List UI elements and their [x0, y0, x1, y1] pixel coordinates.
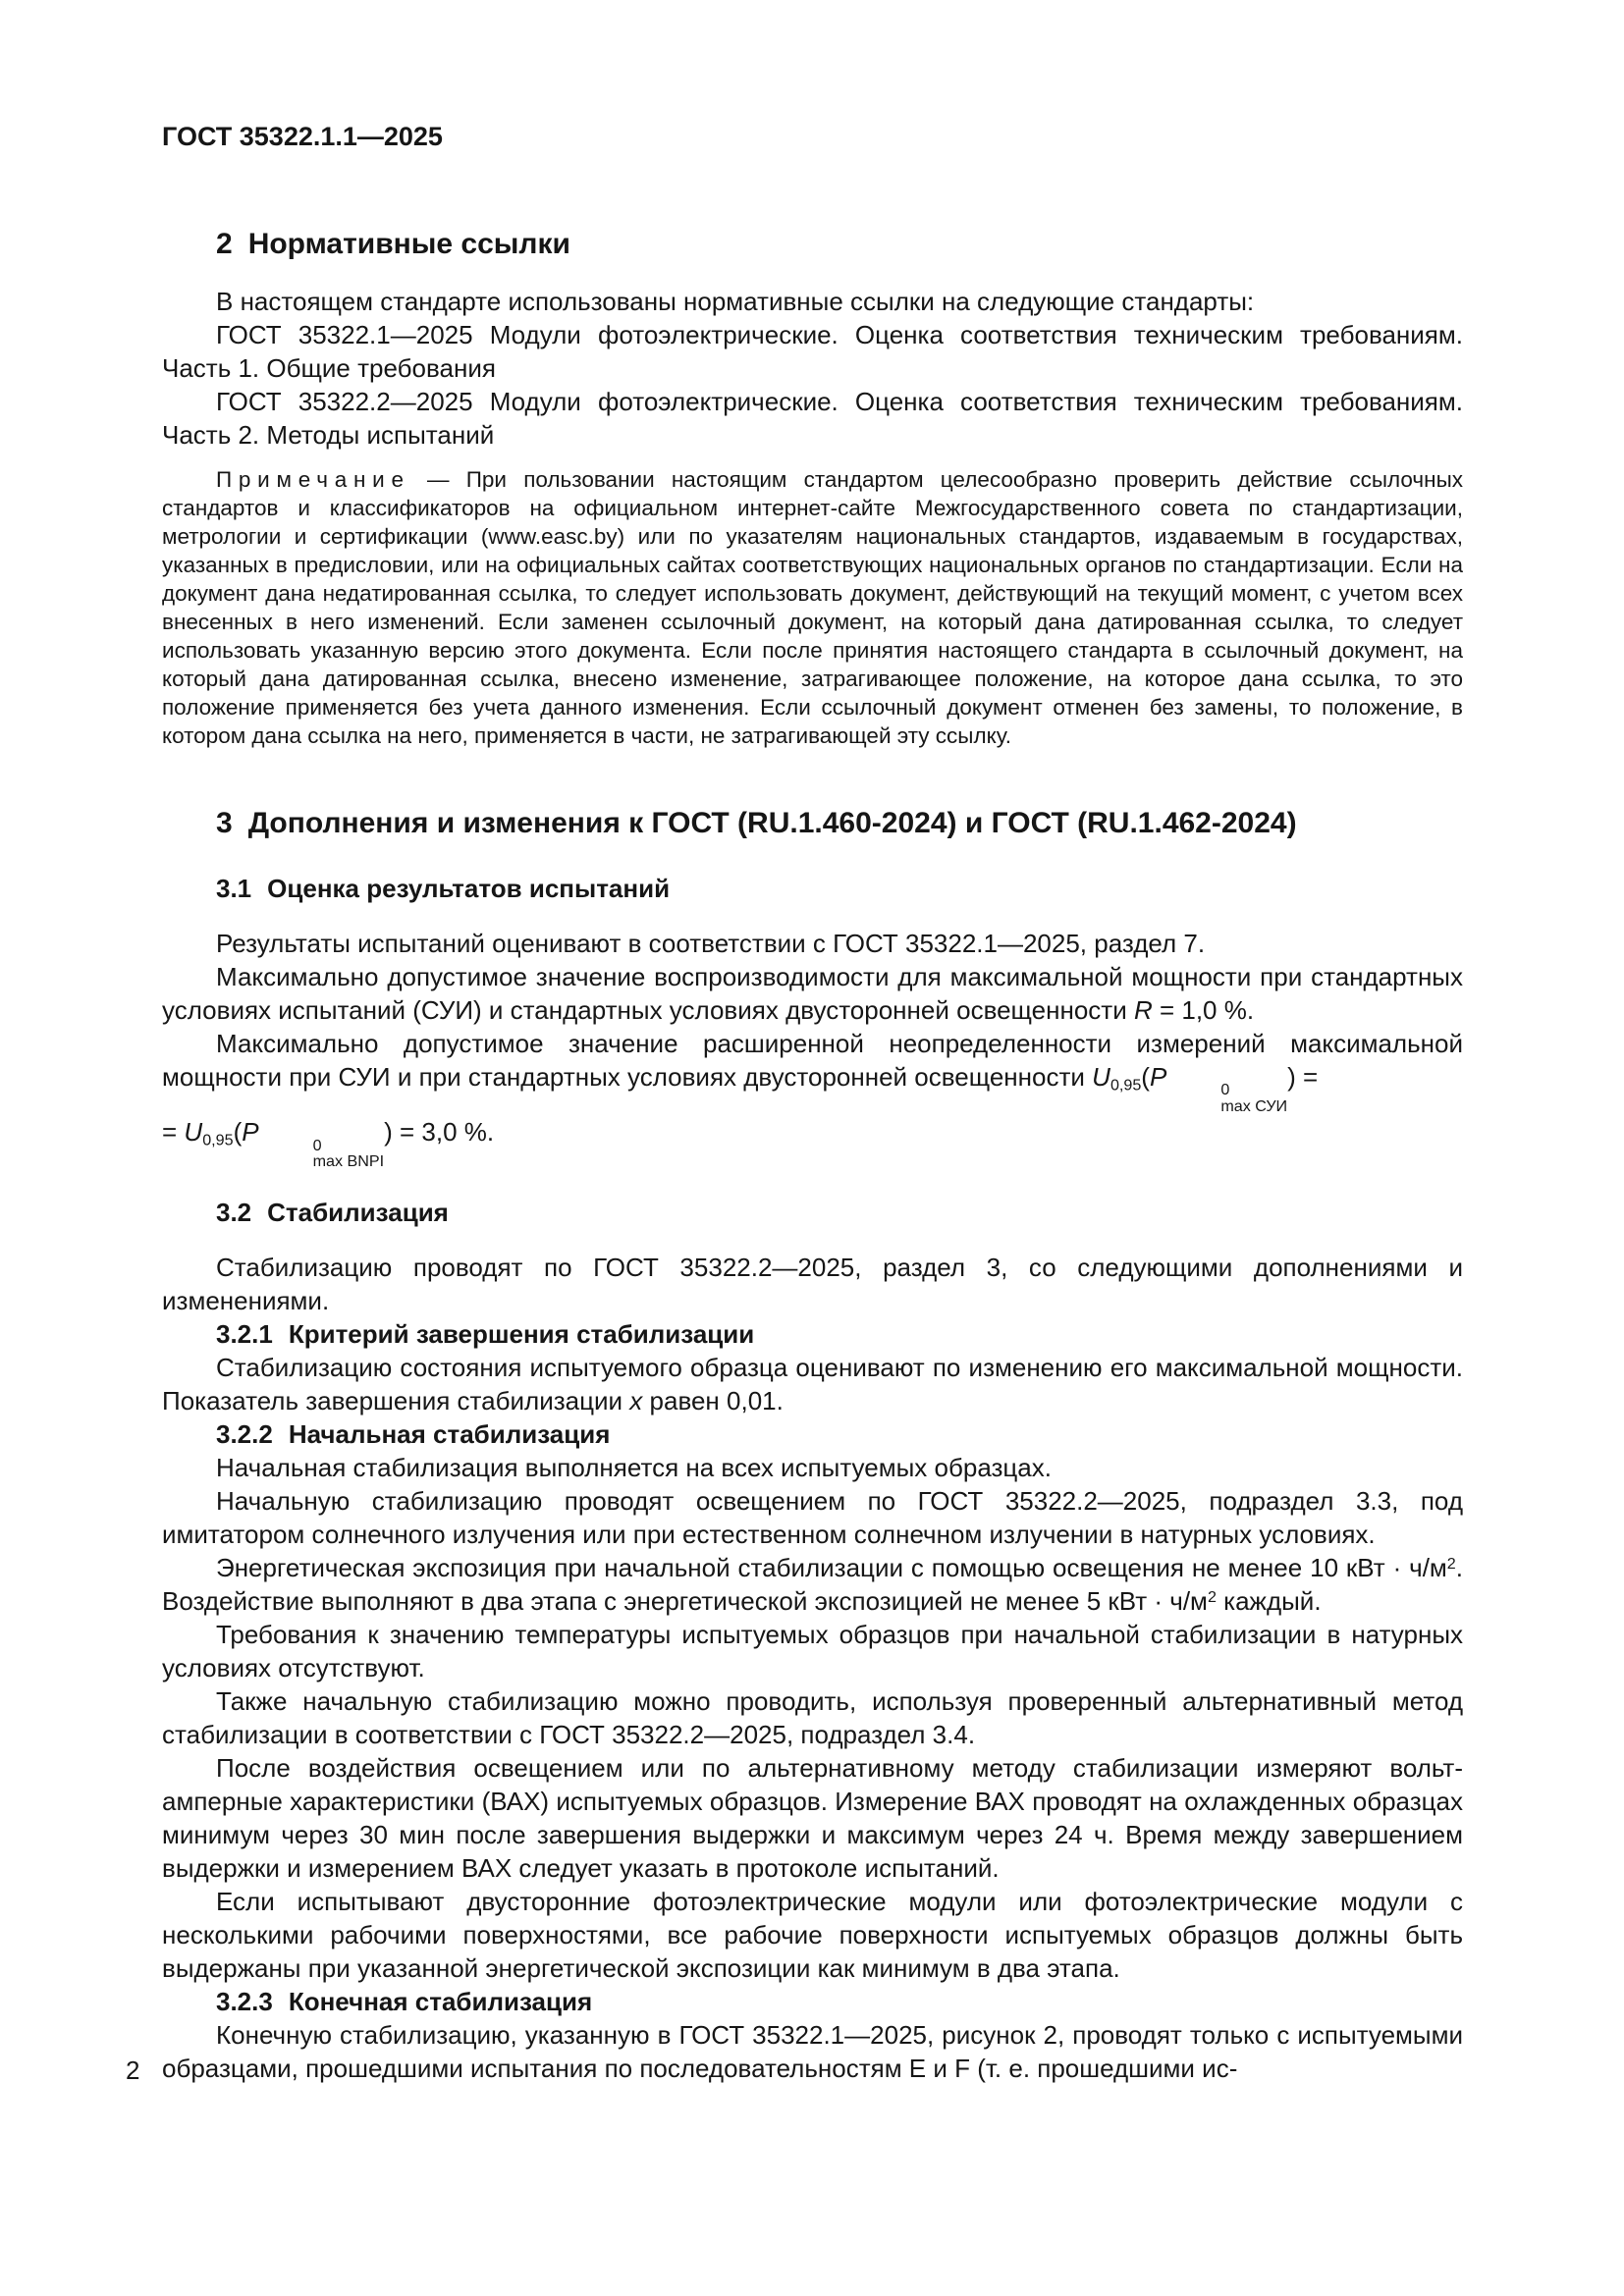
paragraph-with-variable	[162, 1351, 1463, 1417]
paragraph: Также начальную стабилизацию можно проводить, используя проверенный альтернативный метод стабилизации в соответствии с ГОСТ 35322.2—2025, подраздел 3.4.	[162, 1686, 1463, 1750]
formula-var-p: P	[1149, 1062, 1167, 1092]
subsection-3-2-number: 3.2	[216, 1198, 252, 1228]
formula-paren: )	[384, 1117, 393, 1148]
subsection-3-1-number: 3.1	[216, 874, 252, 903]
formula-sup-sub-stack	[1166, 1082, 1287, 1115]
paragraph-text: равен 0,01.	[649, 1386, 784, 1416]
paragraph: Требования к значению температуры испытуемых образцов при начальной стабилизации в натурных условиях отсутствуют.	[162, 1620, 1463, 1683]
subsection-3-2-title: Стабилизация	[267, 1198, 449, 1228]
formula-u095-sui	[1092, 1062, 1296, 1116]
section-2-title: Нормативные ссылки	[247, 228, 570, 260]
formula-var-u: U	[1092, 1062, 1110, 1092]
paragraph-reference-2: ГОСТ 35322.2—2025 Модули фотоэлектрические. Оценка соответствия техническим требованиям. Часть 2. Методы испытаний	[162, 387, 1463, 450]
subsection-3-2-3-heading	[216, 1985, 1463, 2018]
paragraph: Конечную стабилизацию, указанную в ГОСТ 35322.1—2025, рисунок 2, проводят только с испытуемыми образцами, прошедшими испытания по последовательностям E и F (т. е. прошедшими ис-	[162, 2020, 1463, 2084]
formula-paren: (	[233, 1117, 243, 1148]
paragraph-reference-1: ГОСТ 35322.1—2025 Модули фотоэлектрические. Оценка соответствия техническим требованиям. Часть 1. Общие требования	[162, 320, 1463, 383]
paragraph: Результаты испытаний оценивают в соответствии с ГОСТ 35322.1—2025, раздел 7.	[216, 929, 1206, 958]
formula-u095-bnpi	[184, 1117, 393, 1171]
formula-subscript: max СУИ	[1220, 1097, 1288, 1116]
formula-equals: =	[162, 1117, 178, 1148]
formula-value: 3,0 %.	[421, 1117, 495, 1148]
subsection-3-2-2-heading	[216, 1417, 1463, 1451]
paragraph-with-formula	[162, 1027, 1463, 1170]
section-3-number: 3	[216, 807, 233, 839]
doc-code: ГОСТ 35322.1.1—2025	[162, 122, 443, 151]
variable-r: R	[1133, 995, 1153, 1025]
paragraph-with-variable	[162, 960, 1463, 1027]
paragraph-text: Максимально допустимое значение воспроизводимости для максимальной мощности при стандартных условиях испытаний (СУИ) и стандартных условиях двусторонней освещенности	[162, 962, 1463, 1025]
formula-subscript: 0,95	[202, 1131, 234, 1149]
paragraph: После воздействия освещением или по альтернативному методу стабилизации измеряют вольт-амперные характеристики (ВАХ) испытуемых образцов. Измерение ВАХ проводят на охлажденных образцах минимум через 30 мин после завершения выдержки и максимум через 24 ч. Время между завершением выдержки и измерением ВАХ следует указать в протоколе испытаний.	[162, 1753, 1463, 1884]
formula-equals: =	[1303, 1062, 1319, 1092]
section-3-title: Дополнения и изменения к ГОСТ (RU.1.460-2024) и ГОСТ (RU.1.462-2024)	[247, 807, 1297, 839]
subsection-3-1-title: Оценка результатов испытаний	[267, 874, 671, 903]
page-content	[162, 120, 1463, 2085]
subsection-3-2-3-number: 3.2.3	[216, 1987, 273, 2017]
formula-var-p: P	[242, 1117, 259, 1148]
note-text: — При пользовании настоящим стандартом целесообразно проверить действие ссылочных стандартов и классификаторов на официальном интернет-сайте Межгосударственного совета по стандартизации, метрологии и сертификации (www.easc.by) или по указателям национальных стандартов, издаваемым в государствах, указанных в предисловии, или на официальных сайтах соответствующих национальных органов по стандартизации. Если на документ дана недатированная ссылка, то следует использовать документ, действующий на текущий момент, с учетом всех внесенных в него изменений. Если заменен ссылочный документ, на который дана датированная ссылка, то следует использовать указанную версию этого документа. Если после принятия настоящего стандарта в ссылочный документ, на который дана датированная ссылка, внесено изменение, затрагивающее положение, на которое дана ссылка, то это положение применяется без учета данного изменения. Если ссылочный документ отменен без замены, то положение, в котором дана ссылка на него, применяется в части, не затрагивающей эту ссылку.	[162, 467, 1463, 748]
paragraph-text: каждый.	[1223, 1586, 1322, 1617]
formula-subscript: 0,95	[1110, 1076, 1142, 1095]
subsection-3-2-2-title: Начальная стабилизация	[288, 1419, 611, 1450]
formula-var-u: U	[184, 1117, 203, 1148]
formula-superscript: 0	[1220, 1081, 1230, 1099]
subsection-3-2-1-heading	[216, 1317, 1463, 1351]
paragraph-text: . Воздействие выполняют в два этапа с энергетической экспозицией не менее 5 кВт · ч/м	[162, 1553, 1463, 1617]
paragraph-with-superscripts	[162, 1551, 1463, 1618]
formula-paren: )	[1287, 1062, 1296, 1092]
note	[162, 465, 1463, 750]
paragraph-text: = 1,0 %.	[1159, 995, 1255, 1025]
superscript-2: 2	[1207, 1588, 1217, 1607]
note-label: Примечание	[216, 467, 410, 492]
subsection-3-1-heading	[216, 872, 1463, 905]
superscript-2: 2	[1446, 1555, 1456, 1574]
formula-subscript: max BNPI	[312, 1152, 385, 1171]
variable-x: x	[629, 1386, 643, 1416]
subsection-3-2-1-title: Критерий завершения стабилизации	[288, 1319, 755, 1350]
paragraph-text: Максимально допустимое значение расширенной неопределенности измерений максимальной мощности при СУИ и при стандартных условиях двусторонней освещенности	[162, 1029, 1463, 1092]
section-2-number: 2	[216, 228, 233, 260]
paragraph-intro: В настоящем стандарте использованы нормативные ссылки на следующие стандарты:	[216, 287, 1255, 316]
subsection-3-2-2-number: 3.2.2	[216, 1419, 273, 1450]
formula-equals: =	[400, 1117, 415, 1148]
paragraph: Если испытывают двусторонние фотоэлектрические модули или фотоэлектрические модули с несколькими рабочими поверхностями, все рабочие поверхности испытуемых образцов должны быть выдержаны при указанной энергетической экспозиции как минимум в два этапа.	[162, 1887, 1463, 1984]
subsection-3-2-3-title: Конечная стабилизация	[288, 1987, 593, 2017]
section-2-heading	[216, 226, 1463, 263]
formula-superscript: 0	[312, 1136, 322, 1154]
subsection-3-2-heading	[216, 1196, 1463, 1229]
paragraph: Стабилизацию проводят по ГОСТ 35322.2—2025, раздел 3, со следующими дополнениями и изменениями.	[162, 1253, 1463, 1316]
subsection-3-2-1-number: 3.2.1	[216, 1319, 273, 1350]
formula-sup-sub-stack	[259, 1138, 385, 1171]
section-3-heading	[216, 805, 1463, 842]
paragraph-text: Стабилизацию состояния испытуемого образца оценивают по изменению его максимальной мощности. Показатель завершения стабилизации	[162, 1353, 1463, 1416]
paragraph-text: Энергетическая экспозиция при начальной стабилизации с помощью освещения не менее 10 кВт · ч/м	[216, 1553, 1447, 1583]
formula-paren: (	[1141, 1062, 1150, 1092]
paragraph: Начальная стабилизация выполняется на всех испытуемых образцах.	[216, 1453, 1052, 1483]
paragraph: Начальную стабилизацию проводят освещением по ГОСТ 35322.2—2025, подраздел 3.3, под имитатором солнечного излучения или при естественном солнечном излучении в натурных условиях.	[162, 1486, 1463, 1550]
page-number: 2	[126, 2056, 140, 2085]
